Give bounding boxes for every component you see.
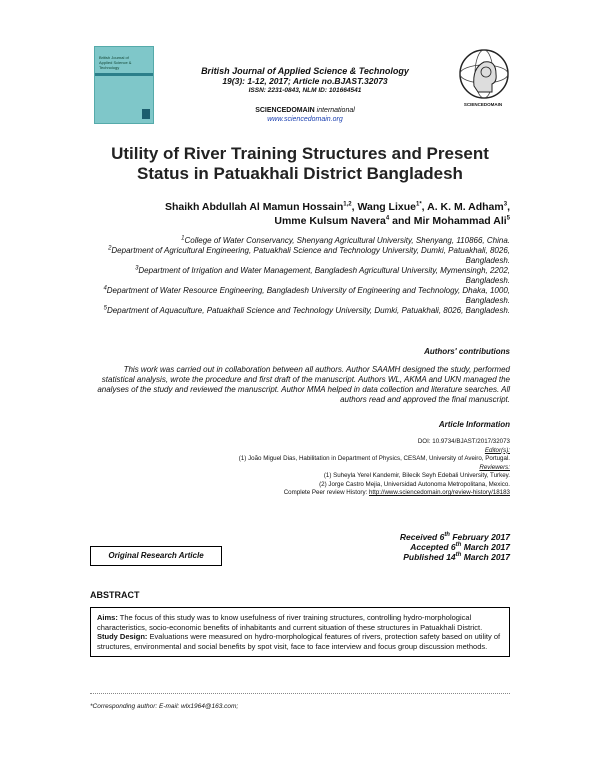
affiliations [90,236,510,316]
abstract-heading: ABSTRACT [90,590,140,600]
article-info [90,438,510,498]
affiliation: $^1$College of Water Conservancy, Shenyang Agricultural University, Shenyang, 110866, China. [181,235,510,245]
abstract-box [90,607,510,657]
accepted-date: Accepted 6th March 2017 [410,542,510,552]
affiliation: $^2$Department of Agricultural Engineering, Patuakhali Science and Technology University, Dumki, Patuakhali, 8026, Bangladesh. [108,245,510,265]
editors-label: Editor(s): [484,446,510,454]
paper-title: Utility of River Training Structures and Present Status in Patuakhali District Bangladesh [111,144,489,183]
article-type-box: Original Research Article [90,546,222,566]
abstract-aims: Aims: The focus of this study was to know usefulness of river training structures, controlling hydro-morphological characteristics, socio-economic benefits of inhabitants and current situation of these structures in Patuakhali District. [97,613,483,632]
published-date: Published 14th March 2017 [403,552,510,562]
journal-issn: ISSN: 2231-0843, NLM ID: 101664541 [248,87,362,94]
publication-dates [300,532,510,562]
abstract-design: Study Design: Evaluations were measured on hydro-morphological features of rivers, protection safety based on utility of structures, environmental and social benefits by spot visit, face to face interview and focus group discussion methods. [97,632,501,651]
journal-cover-image [94,46,154,124]
article-info-heading: Article Information [438,420,510,429]
affiliation: $^3$Department of Irrigation and Water Management, Bangladesh Agricultural University, Mymensingh, 2202, Bangladesh. [135,265,510,285]
review-history-link[interactable]: http://www.sciencedomain.org/review-history/18183 [368,489,510,496]
reviewer: (2) Jorge Castro Mejia, Universidad Autonoma Metropolitana, Mexico. [319,480,510,488]
contributions-heading: Authors' contributions [424,347,510,356]
journal-name: British Journal of Applied Science & Technology [201,66,409,76]
footnote-divider [90,693,510,694]
doi: DOI: 10.9734/BJAST/2017/32073 [417,438,510,445]
author-name: Wang Lixue [357,201,416,213]
journal-issue: 19(3): 1-12, 2017; Article no.BJAST.32073 [222,76,388,86]
reviewers-label: Reviewers: [479,463,510,471]
publisher-suffix: international [316,107,355,114]
author-name: A. K. M. Adham [427,201,504,213]
affiliation: $^5$Department of Aquaculture, Patuakhali Science and Technology University, Dumki, Patuakhali, 8026, Bangladesh. [103,305,510,315]
author-list: Shaikh Abdullah Al Mamun Hossain$^{1,2}$, Wang Lixue$^{1*}$, A. K. M. Adham$^3$, Umme Kulsum Navera$^4$ and Mir Mohammad Ali$^5$ [164,201,510,227]
publisher-block [160,106,450,124]
publisher-name: SCIENCEDOMAIN [255,107,315,114]
journal-header [160,66,450,96]
reviewer: (1) Suheyla Yerel Kandemir, Bilecik Seyh Edebali University, Turkey. [323,472,510,479]
author-name: Mir Mohammad Ali [413,215,507,227]
received-date: Received 6th February 2017 [399,532,510,542]
author-name: Shaikh Abdullah Al Mamun Hossain [164,201,344,213]
editor: (1) João Miguel Dias, Habilitation in Department of Physics, CESAM, University of Aveiro, Portugal. [238,455,510,462]
logo-label: SCIENCEDOMAIN [463,102,503,107]
review-history: Complete Peer review History: http://www.sciencedomain.org/review-history/18183 [283,489,510,496]
publisher-url[interactable]: www.sciencedomain.org [267,116,343,123]
author-name: Umme Kulsum Navera [274,215,386,227]
contributions-text: This work was carried out in collaboration between all authors. Author SAAMH designed the study, performed statistical analysis, wrote the procedure and first draft of the manuscript. Authors WL, AKMA and UKN managed the analyses of the study and reviewed the manuscript. Author MMA helped in data collection and literature searches. All authors read and approved the final manuscript. [97,365,510,404]
publisher-logo-icon [456,46,512,108]
corresponding-author: *Corresponding author: E-mail: wlx1964@163.com; [90,703,239,710]
affiliation: $^4$Department of Water Resource Engineering, Bangladesh University of Engineering and Technology, Dhaka, 1000, Bangladesh. [103,285,510,305]
cover-title: British Journal of Applied Science & Technology [99,55,132,70]
